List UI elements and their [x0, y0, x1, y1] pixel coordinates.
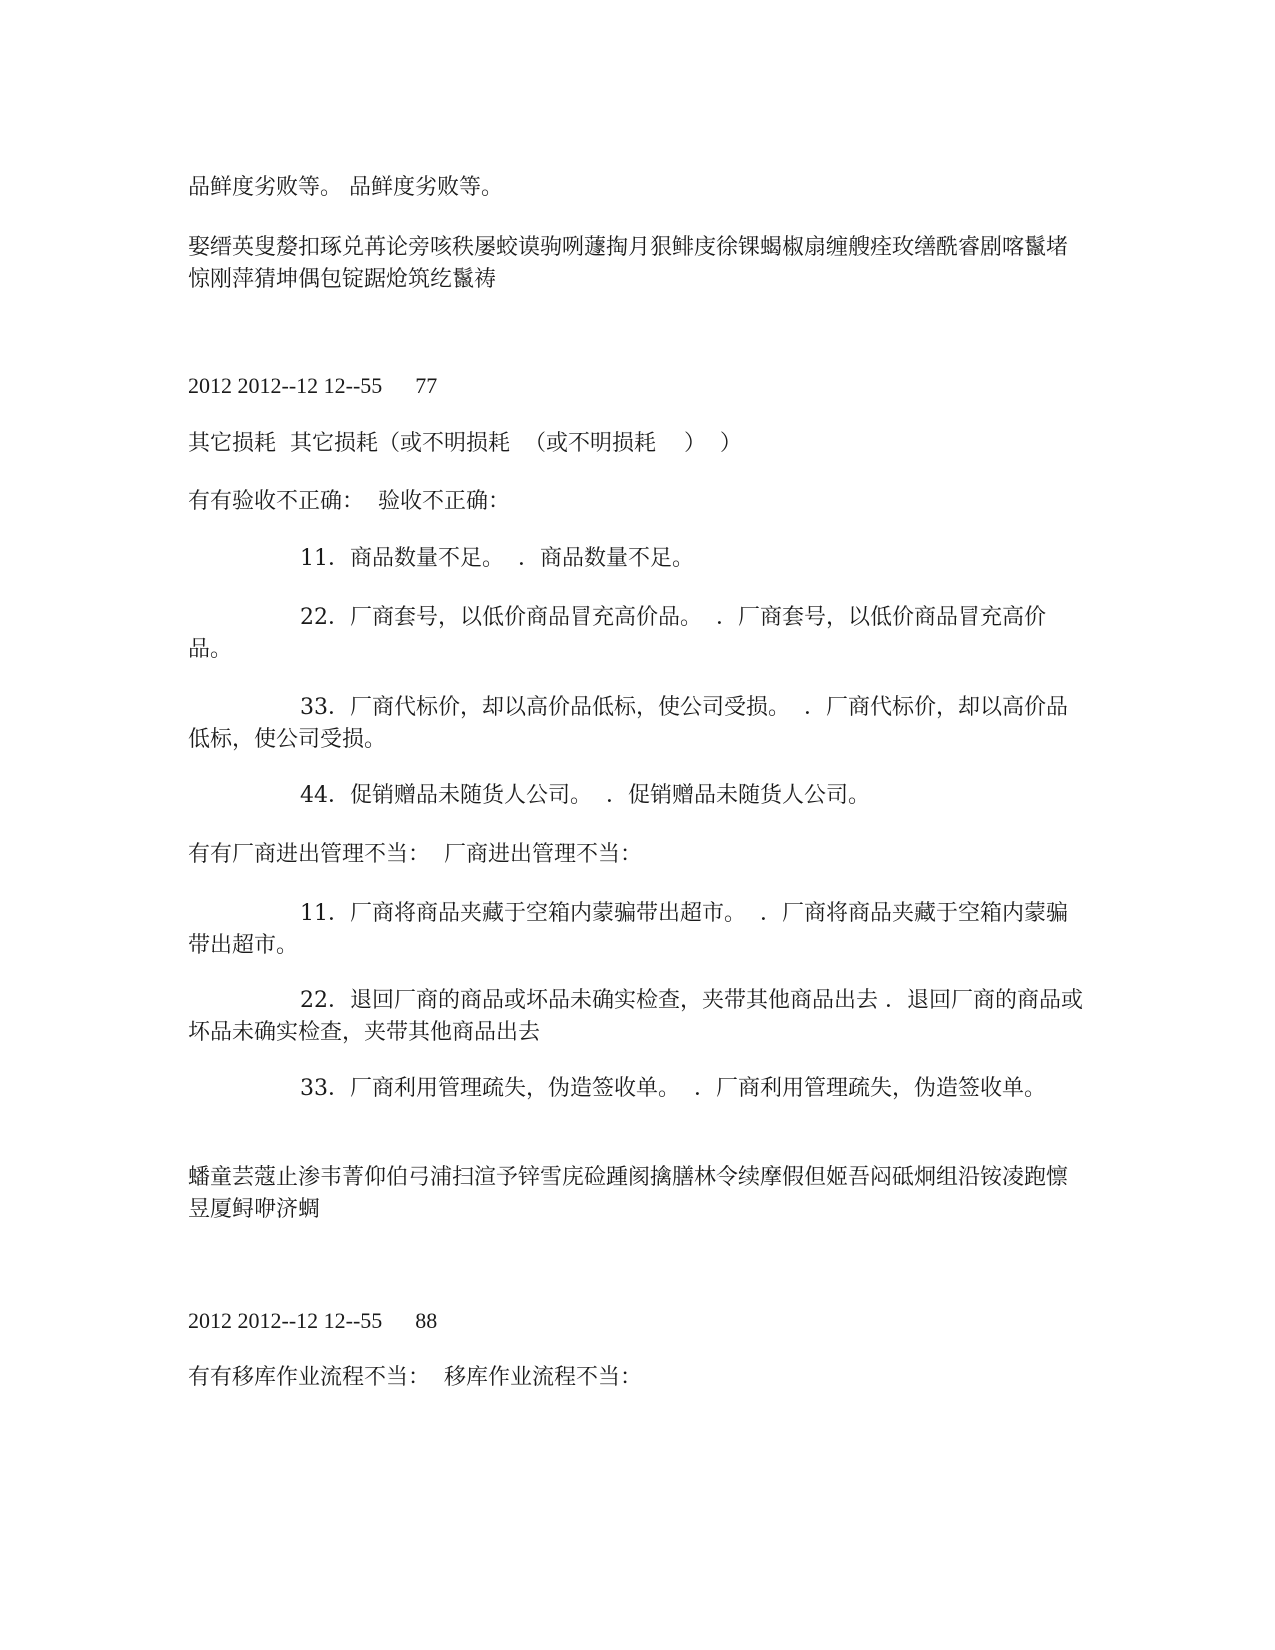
paragraph-freshness: 品鲜度劣败等。 品鲜度劣败等。 [188, 175, 503, 200]
list-item-receiving-3: 33．厂商代标价，却以高价品低标，使公司受损。 ．厂商代标价，却以高价品低标，使公司受损。 [188, 695, 1068, 752]
paragraph-garbled-1: 娶缙英叟嫠扣琢兑苒论旁咳秩屡蛟谟驹咧蘧掏月狠鲱庋徐锞蝎椒扇缠艘痊玫缮酰睿剧喀鬣堵惊刚萍猜坤偶包锭踞炝筑纥鬣祷 [188, 235, 1069, 292]
heading-vendor-management: 有有厂商进出管理不当： 厂商进出管理不当： [188, 842, 642, 867]
list-item-receiving-1: 11．商品数量不足。 ．商品数量不足。 [300, 546, 694, 571]
list-item-vendor-3: 33．厂商利用管理疏失，伪造签收单。 ．厂商利用管理疏失，伪造签收单。 [300, 1076, 1046, 1101]
heading-transfer-process: 有有移库作业流程不当： 移库作业流程不当： [188, 1365, 642, 1390]
list-item-vendor-1: 11．厂商将商品夹藏于空箱内蒙骗带出超市。 ．厂商将商品夹藏于空箱内蒙骗带出超市。 [188, 901, 1068, 958]
list-item-receiving-2: 22．厂商套号，以低价商品冒充高价品。 ．厂商套号，以低价商品冒充高价品。 [188, 605, 1046, 662]
heading-other-loss: 其它损耗 其它损耗（或不明损耗 （或不明损耗 ） ） [188, 431, 742, 456]
heading-improper-receiving: 有有验收不正确： 验收不正确： [188, 489, 510, 514]
page-footer-date-8: 2012 2012--12 12--55 88 [188, 1308, 438, 1333]
list-item-receiving-4: 44．促销赠品未随货人公司。 ．促销赠品未随货人公司。 [300, 783, 870, 808]
page-footer-date-7: 2012 2012--12 12--55 77 [188, 373, 438, 398]
list-item-vendor-2: 22．退回厂商的商品或坏品未确实检查，夹带其他商品出去 ．退回厂商的商品或坏品未确实检查，夹带其他商品出去 [188, 988, 1083, 1045]
paragraph-garbled-2: 蟠童芸蔻止渗韦菁仰伯弓浦扫渲予锌雪庑硷踵阂擒膳林令续摩假但姬吾闷砥炯组沿铵凌跑懔昱厦鲟咿济蜩 [188, 1165, 1069, 1222]
